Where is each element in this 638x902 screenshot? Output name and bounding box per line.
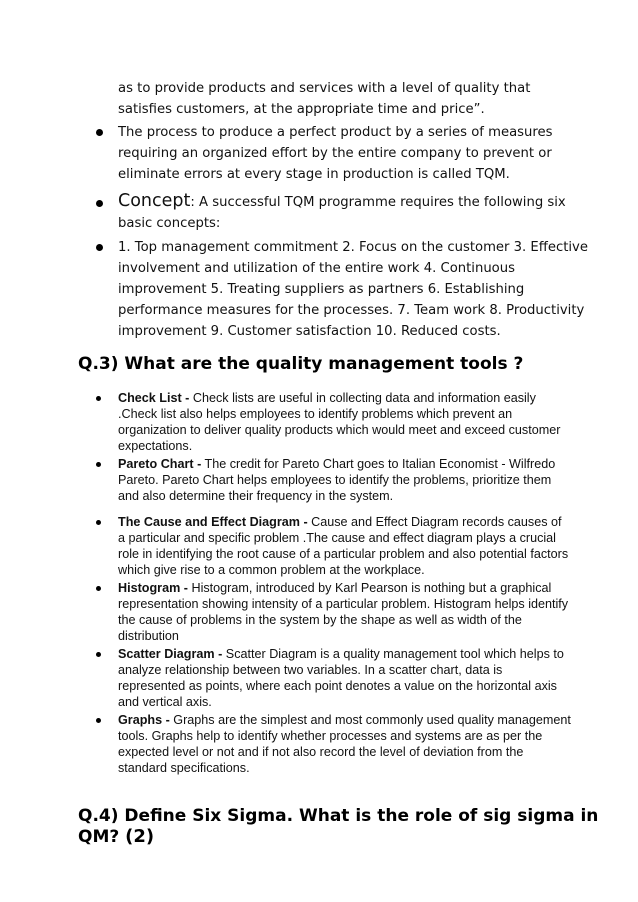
bullet-icon: [96, 200, 103, 207]
q4-marks: (2): [125, 826, 155, 847]
tool-description: Scatter Diagram is a quality management tool which helps to analyze relationship between two variables. In a scatter chart, data is represented as points, where each point denotes a value on the horizontal axis and vertical axis.: [118, 647, 564, 709]
tool-label: Pareto Chart -: [118, 457, 202, 471]
list-item: [92, 580, 572, 644]
bullet-icon: [96, 462, 101, 467]
list-item: [92, 122, 592, 185]
bullet-icon: [96, 244, 103, 251]
q3-heading: Q.3) What are the quality management tools ?: [78, 354, 524, 374]
bullet-icon: [96, 586, 101, 591]
tool-description: Cause and Effect Diagram records causes of a particular and specific problem .The cause and effect diagram plays a crucial role in identifying the root cause of a particular problem and also potential factors which give rise to a common problem at the workplace.: [118, 515, 569, 577]
q4-heading: [78, 806, 638, 847]
q4-heading-text: Q.4) Define Six Sigma. What is the role of sig sigma in QM?: [78, 806, 599, 847]
list-item: [92, 191, 592, 234]
bullet-icon: [96, 718, 101, 723]
list-item: [92, 390, 572, 454]
tool-label: Graphs -: [118, 713, 170, 727]
bullet-text: : A successful TQM programme requires the following six basic concepts:: [118, 195, 566, 231]
bullet-text: The process to produce a perfect product by a series of measures requiring an organized effort by the entire company to prevent or eliminate errors at every stage in production is called TQM.: [118, 125, 553, 182]
bullet-text: 1. Top management commitment 2. Focus on the customer 3. Effective involvement and utilization of the entire work 4. Continuous improvement 5. Treating suppliers as partners 6. Establishing performance measures for the processes. 7. Team work 8. Productivity improvement 9. Customer satisfaction 10. Reduced costs.: [118, 240, 588, 339]
tqm-bullet-list: [92, 122, 592, 342]
tool-label: Scatter Diagram -: [118, 647, 223, 661]
list-item: [92, 237, 592, 342]
tool-description: The credit for Pareto Chart goes to Italian Economist - Wilfredo Pareto. Pareto Chart helps employees to identify the problems, prioritize them and also determine their frequency in the system.: [118, 457, 556, 503]
tool-description: Check lists are useful in collecting data and information easily .Check list also helps employees to identify problems which prevent an organization to deliver quality products which would meet and exceed customer expectations.: [118, 391, 561, 453]
bullet-icon: [96, 652, 101, 657]
tool-label: Histogram -: [118, 581, 188, 595]
intro-continuation: as to provide products and services with a level of quality that satisfies customers, at the appropriate time and price”.: [118, 81, 531, 117]
list-item: [92, 456, 572, 504]
list-item: [92, 514, 572, 578]
bullet-icon: [96, 129, 103, 136]
tool-label: The Cause and Effect Diagram -: [118, 515, 308, 529]
tool-label: Check List -: [118, 391, 190, 405]
bullet-icon: [96, 520, 101, 525]
tool-description: Graphs are the simplest and most commonly used quality management tools. Graphs help to identify whether processes and systems are as per the expected level or not and if not also record the level of deviation from the standard specifications.: [118, 713, 571, 775]
quality-tools-list: [92, 390, 572, 776]
tool-description: Histogram, introduced by Karl Pearson is nothing but a graphical representation showing intensity of a particular problem. Histogram helps identify the cause of problems in the system by the shape as well as width of the distribution: [118, 581, 569, 643]
list-item: [92, 712, 572, 776]
bullet-icon: [96, 396, 101, 401]
list-item: [92, 646, 572, 710]
bullet-lead: Concept: [118, 191, 191, 211]
